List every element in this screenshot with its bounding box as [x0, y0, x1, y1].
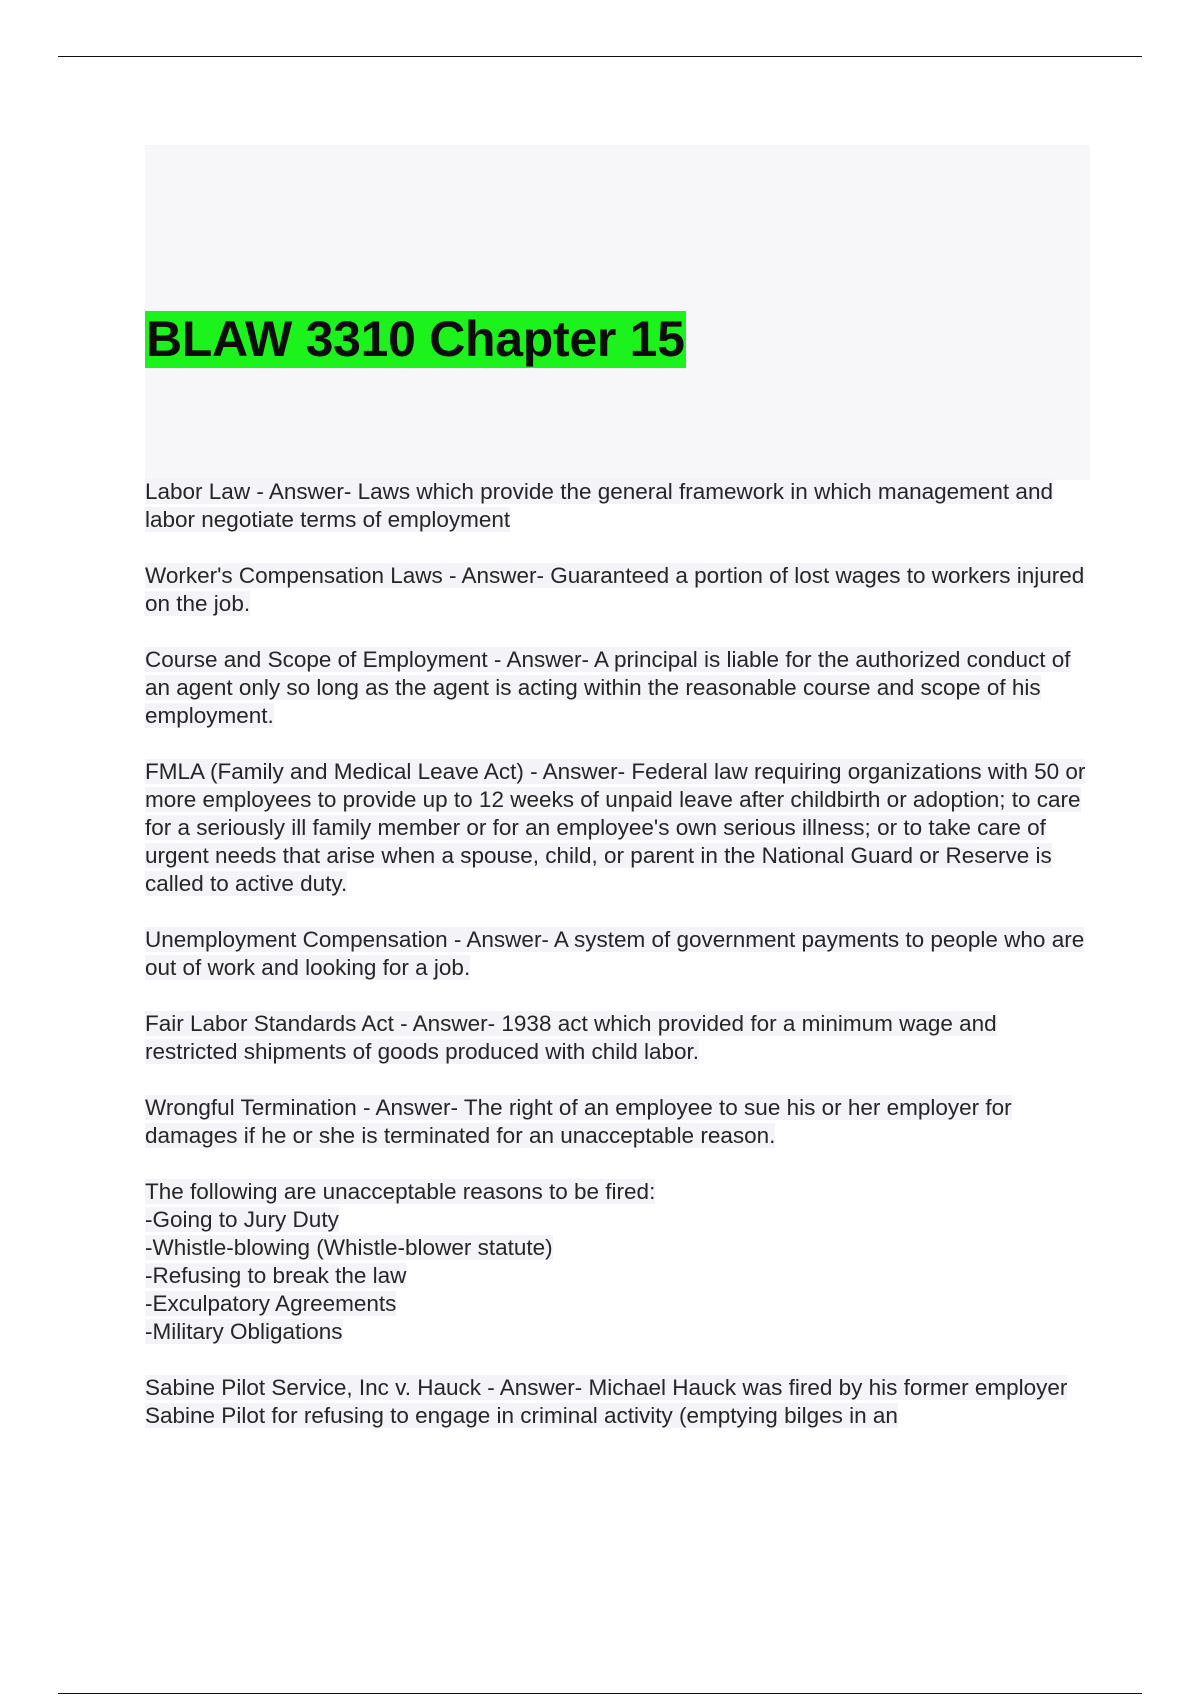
entry-course-and-scope — [145, 646, 1090, 730]
entry-text: Course and Scope of Employment - Answer- A principal is liable for the authorized conduct of an agent only so long as the agent is acting within the reasonable course and scope of his employment. — [145, 647, 1071, 728]
entry-unemployment-compensation — [145, 926, 1090, 982]
top-rule — [58, 56, 1142, 57]
list-item-text: -Military Obligations — [145, 1319, 343, 1344]
bottom-rule — [58, 1693, 1142, 1694]
list-item — [145, 1206, 1090, 1234]
list-item — [145, 1234, 1090, 1262]
entry-fmla — [145, 758, 1090, 898]
entry-text: Wrongful Termination - Answer- The right of an employee to sue his or her employer for damages if he or she is terminated for an unacceptable reason. — [145, 1095, 1012, 1148]
list-item — [145, 1262, 1090, 1290]
page-title: BLAW 3310 Chapter 15 — [146, 311, 685, 367]
entry-sabine-pilot — [145, 1374, 1090, 1430]
entry-wrongful-termination — [145, 1094, 1090, 1150]
list-intro — [145, 1178, 1090, 1206]
list-item-text: -Whistle-blowing (Whistle-blower statute) — [145, 1235, 553, 1260]
unacceptable-reasons-list — [145, 1178, 1090, 1346]
document-body — [145, 478, 1090, 1458]
list-item — [145, 1318, 1090, 1346]
entry-text: Fair Labor Standards Act - Answer- 1938 act which provided for a minimum wage and restricted shipments of goods produced with child labor. — [145, 1011, 997, 1064]
list-item-text: -Exculpatory Agreements — [145, 1291, 397, 1316]
list-item-text: -Refusing to break the law — [145, 1263, 407, 1288]
list-item-text: -Going to Jury Duty — [145, 1207, 339, 1232]
list-intro-text: The following are unacceptable reasons to be fired: — [145, 1179, 656, 1204]
entry-text: Worker's Compensation Laws - Answer- Guaranteed a portion of lost wages to workers injured on the job. — [145, 563, 1085, 616]
entry-text: Sabine Pilot Service, Inc v. Hauck - Answer- Michael Hauck was fired by his former employer Sabine Pilot for refusing to engage in criminal activity (emptying bilges in an — [145, 1375, 1068, 1428]
entry-fair-labor-standards-act — [145, 1010, 1090, 1066]
entry-workers-compensation — [145, 562, 1090, 618]
entry-text: Unemployment Compensation - Answer- A system of government payments to people who are out of work and looking for a job. — [145, 927, 1085, 980]
entry-text: FMLA (Family and Medical Leave Act) - Answer- Federal law requiring organizations with 50 or more employees to provide up to 12 weeks of unpaid leave after childbirth or adoption; to care for a seriously ill family member or for an employee's own serious illness; or to take care of urgent needs that arise when a spouse, child, or parent in the National Guard or Reserve is called to active duty. — [145, 759, 1086, 896]
entry-text: Labor Law - Answer- Laws which provide the general framework in which management and labor negotiate terms of employment — [145, 479, 1053, 532]
list-item — [145, 1290, 1090, 1318]
entry-labor-law — [145, 478, 1090, 534]
